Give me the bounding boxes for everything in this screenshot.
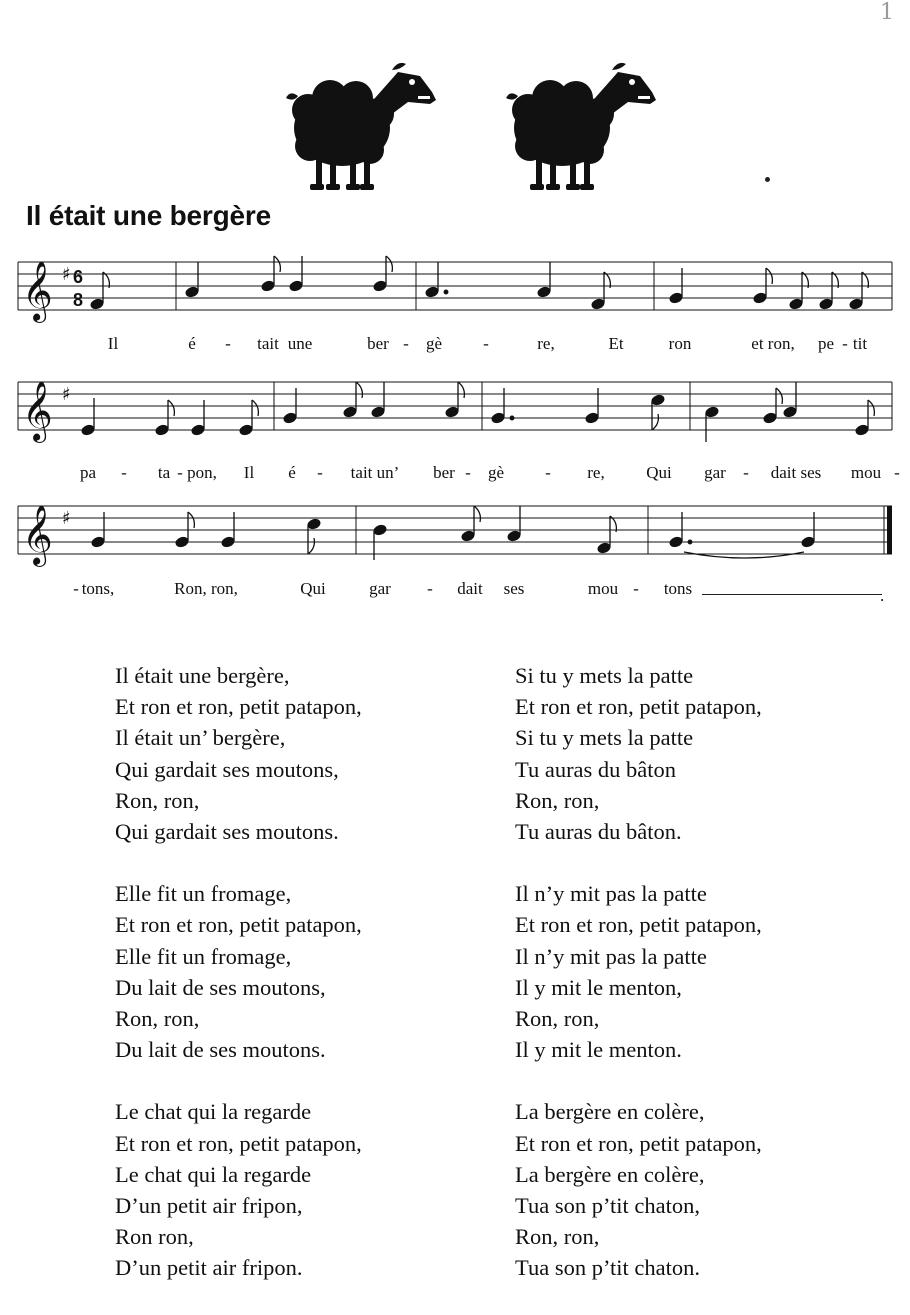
lyric-syllable: re, — [587, 463, 605, 482]
verse-line: Qui gardait ses moutons. — [115, 819, 339, 845]
lyric-syllable: pe — [817, 334, 835, 353]
song-title: Il était une bergère — [26, 200, 271, 231]
lyric-syllable: gar — [704, 463, 726, 482]
music-staff-3 — [0, 494, 910, 574]
lyric-syllable: - — [317, 463, 323, 482]
lyric-syllable: ses — [503, 579, 525, 598]
verse-line: Et ron et ron, petit patapon, — [515, 694, 762, 720]
lyric-syllable: tons, — [81, 579, 115, 598]
lyric-syllable: - — [427, 579, 433, 598]
verse-line: Il était un’ bergère, — [115, 725, 286, 751]
svg-text:♯: ♯ — [62, 264, 71, 285]
lyric-syllable: gè — [425, 334, 443, 353]
stanza — [115, 1096, 362, 1283]
lyric-syllable: tons — [663, 579, 693, 598]
lyric-syllable: ta — [157, 463, 171, 482]
verse-line: Le chat qui la regarde — [115, 1099, 312, 1125]
music-staff-1 — [0, 250, 910, 330]
svg-text:♯: ♯ — [62, 384, 71, 405]
lyric-syllable: une — [287, 334, 313, 353]
lyric-syllable: - — [121, 463, 127, 482]
lyric-syllable: et ron, — [751, 334, 795, 353]
lyric-syllable: re, — [537, 334, 555, 353]
lyric-syllable: mou — [587, 579, 619, 598]
lyric-syllable: gar — [369, 579, 391, 598]
stanza — [515, 1096, 762, 1283]
lyric-syllable: Il — [243, 463, 255, 482]
lyric-syllable: - — [225, 334, 231, 353]
verses-right-column — [515, 660, 762, 1315]
lyric-syllable: - — [545, 463, 551, 482]
lyric-syllable: - — [403, 334, 409, 353]
verse-line: D’un petit air fripon. — [115, 1255, 303, 1281]
verse-line: Tu auras du bâton — [515, 756, 677, 782]
lyric-syllable: Ron, ron, — [174, 579, 238, 598]
verse-line: La bergère en colère, — [515, 1099, 705, 1125]
lyric-syllable: . — [880, 586, 885, 605]
verse-line: D’un petit air fripon, — [115, 1193, 303, 1219]
verse-line: La bergère en colère, — [515, 1161, 705, 1187]
lyric-syllable: é — [288, 463, 296, 482]
lyric-syllable: ber — [433, 463, 455, 482]
svg-text:♯: ♯ — [62, 508, 71, 529]
lyric-syllable: é — [188, 334, 196, 353]
lyric-syllable: - — [465, 463, 471, 482]
lyric-syllable: Et — [608, 334, 624, 353]
page-number: 1 — [880, 0, 894, 25]
stanza — [515, 878, 762, 1065]
lyric-syllable: gè — [487, 463, 505, 482]
lyric-syllable: ber — [367, 334, 389, 353]
verses-left-column — [115, 660, 362, 1315]
verse-line: Si tu y mets la patte — [515, 663, 694, 688]
verse-line: Ron, ron, — [515, 787, 600, 813]
time-signature-top: 6 — [73, 267, 84, 287]
verse-line: Ron, ron, — [515, 1224, 600, 1250]
verse-line: Du lait de ses moutons, — [115, 974, 326, 1000]
lyric-syllable: - — [73, 579, 79, 598]
lyric-syllable: - — [483, 334, 489, 353]
verse-line: Et ron et ron, petit patapon, — [115, 912, 362, 938]
verse-line: Il était une bergère, — [115, 663, 290, 688]
lyric-syllable: tit — [852, 334, 868, 353]
melisma-extender-line — [702, 594, 882, 595]
verse-line: Si tu y mets la patte — [515, 725, 694, 751]
svg-text:𝄞: 𝄞 — [22, 261, 53, 321]
lyric-syllable: tait un’ — [350, 463, 400, 482]
lyric-syllable: dait — [457, 579, 483, 598]
verse-line: Tua son p’tit chaton. — [515, 1255, 701, 1281]
verse-line: Elle fit un fromage, — [115, 881, 292, 907]
verse-line: Il y mit le menton, — [515, 974, 682, 1000]
verse-line: Tua son p’tit chaton, — [515, 1193, 701, 1219]
verse-line: Et ron et ron, petit patapon, — [515, 912, 762, 938]
time-signature-bottom: 8 — [73, 290, 84, 310]
verse-line: Du lait de ses moutons. — [115, 1037, 326, 1063]
lyric-syllable: tait — [257, 334, 279, 353]
verse-line: Ron, ron, — [515, 1006, 600, 1032]
sheep-illustration-right — [500, 58, 660, 198]
verse-line: Et ron et ron, petit patapon, — [115, 1130, 362, 1156]
verse-line: Tu auras du bâton. — [515, 819, 682, 845]
verse-line: Et ron et ron, petit patapon, — [515, 1130, 762, 1156]
stanza — [115, 660, 362, 847]
verse-line: Ron ron, — [115, 1224, 194, 1250]
sheep-illustration-left — [280, 58, 440, 198]
svg-text:𝄞: 𝄞 — [22, 505, 53, 565]
lyric-syllable: - — [842, 334, 848, 353]
lyric-syllable: Qui — [646, 463, 672, 482]
lyric-syllable: - — [177, 463, 183, 482]
verse-line: Le chat qui la regarde — [115, 1161, 312, 1187]
verse-line: Il n’y mit pas la patte — [515, 881, 707, 907]
lyric-syllable: - — [894, 463, 900, 482]
lyric-syllable: Qui — [300, 579, 326, 598]
verse-line: Ron, ron, — [115, 1006, 200, 1032]
lyric-syllable: pon, — [187, 463, 217, 482]
stanza — [515, 660, 762, 847]
svg-text:𝄞: 𝄞 — [22, 381, 53, 441]
verse-line: Elle fit un fromage, — [115, 943, 292, 969]
lyric-syllable: pa — [79, 463, 97, 482]
music-staff-2 — [0, 370, 910, 450]
lyric-syllable: - — [633, 579, 639, 598]
verse-line: Ron, ron, — [115, 787, 200, 813]
lyric-syllable: - — [743, 463, 749, 482]
verse-line: Et ron et ron, petit patapon, — [115, 694, 362, 720]
verse-line: Qui gardait ses moutons, — [115, 756, 339, 782]
lyric-syllable: Il — [107, 334, 119, 353]
lyric-syllable: mou — [850, 463, 882, 482]
verse-line: Il n’y mit pas la patte — [515, 943, 707, 969]
ink-speck — [765, 177, 770, 182]
lyric-syllable: dait ses — [770, 463, 822, 482]
stanza — [115, 878, 362, 1065]
lyric-syllable: ron — [668, 334, 692, 353]
verse-line: Il y mit le menton. — [515, 1037, 682, 1063]
